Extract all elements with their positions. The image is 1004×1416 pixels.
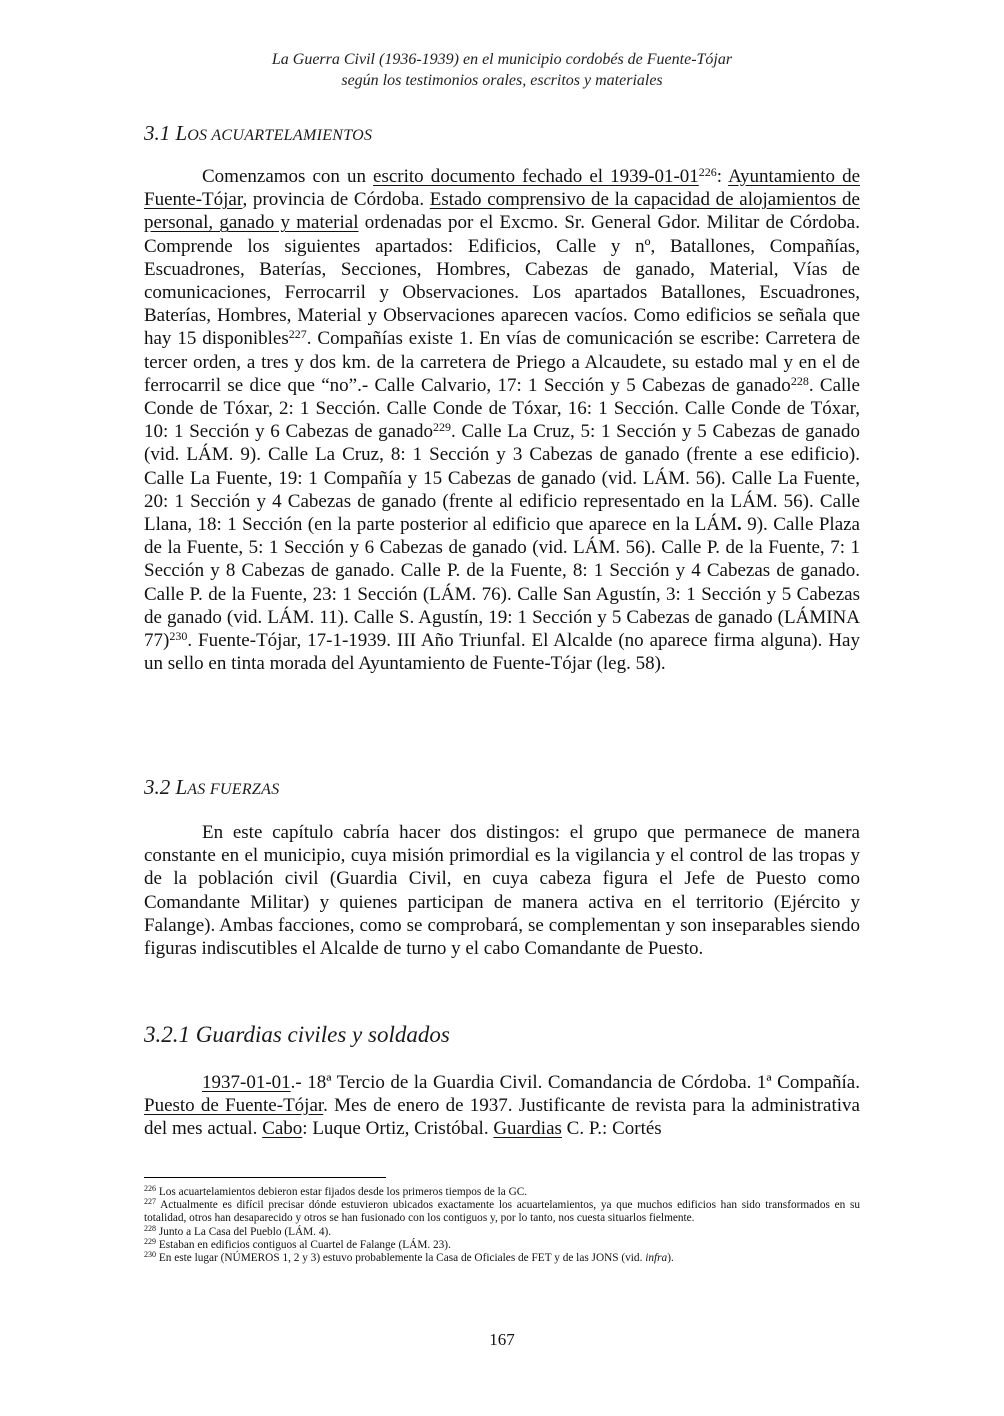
footnote-229: $^{229}$ Estaban en edificios contiguos al Cuartel de Falange (LÁM. 23). xyxy=(144,1236,451,1251)
footnote-divider xyxy=(144,1177,386,1178)
footnote-ref-230: 230 xyxy=(169,629,188,644)
footnote-ref-229: 229 xyxy=(433,420,452,435)
section-heading-3-1: 3.1 LOS ACUARTELAMIENTOS xyxy=(144,121,373,145)
footnote-ref-228: 228 xyxy=(790,373,809,388)
footnote-228: $^{228}$ Junto a La Casa del Pueblo (LÁM. 4). xyxy=(144,1223,332,1238)
footnote-226: $^{226}$ Los acuartelamientos debieron estar fijados desde los primeros tiempos de la GC. xyxy=(144,1184,528,1198)
footnote-230: $^{230}$ En este lugar (NÚMEROS 1, 2 y 3) estuvo probablemente la Casa de Oficiales de FET y de las JONS (vid. infra). xyxy=(144,1250,674,1265)
footnote-ref-226: 226 xyxy=(698,165,717,179)
footnote-227: $^{227}$ Actualmente es difícil precisar dónde estuvieron ubicados exactamente los acuartelamientos, ya que muchos edificios han sido transformados en su totalidad, otros han desaparecido y otros se han fusionado con los contiguos y, por lo tanto, nos cuesta situarlos fielmente. xyxy=(144,1197,860,1225)
paragraph-acuartelamientos: Comenzamos con un escrito documento fechado el $1939-01-01^{226}$: Ayuntamiento de Fuente-Tójar, provincia de Córdoba. Estado comprensivo de la capacidad de alojamientos de personal, ganado y material ordenadas por el Excmo. Sr. General Gdor. Militar de Córdoba. Comprende los siguientes apartados: Edificios, Calle y nº, Batallones, Compañías, Escuadrones, Baterías, Secciones, Hombres, Cabezas de ganado, Material, Vías de comunicaciones, Ferrocarril y Observaciones. Los apartados Batallones, Escuadrones, Baterías, Hombres, Material y Observaciones aparecen vacíos. Como edificios se señala que hay 15 disponibles$^{227}$. Compañías existe 1. En vías de comunicación se escribe: Carretera de tercer orden, a tres y dos km. de la carretera de Priego a Alcaudete, su estado mal y en el de ferrocarril se dice que “no”.- Calle Calvario, 17: 1 Sección y 5 Cabezas de ganado$^{228}$. Calle Conde de Tóxar, 2: 1 Sección. Calle Conde de Tóxar, 16: 1 Sección. Calle Conde de Tóxar, 10: 1 Sección y 6 Cabezas de ganado$^{229}$. Calle La Cruz, 5: 1 Sección y 5 Cabezas de ganado (vid. LÁM. 9). Calle La Cruz, 8: 1 Sección y 3 Cabezas de ganado (frente a ese edificio). Calle La Fuente, 19: 1 Compañía y 15 Cabezas de ganado (vid. LÁM. 56). Calle La Fuente, 20: 1 Sección y 4 Cabezas de ganado (frente al edificio representado en la LÁM. 56). Calle Llana, 18: 1 Sección (en la parte posterior al edificio que aparece en la LÁM. 9). Calle Plaza de la Fuente, 5: 1 Sección y 6 Cabezas de ganado (vid. LÁM. 56). Calle P. de la Fuente, 7: 1 Sección y 8 Cabezas de ganado. Calle P. de la Fuente, 8: 1 Sección y 4 Cabezas de ganado. Calle P. de la Fuente, 23: 1 Sección (LÁM. 76). Calle San Agustín, 3: 1 Sección y 5 Cabezas de ganado (vid. LÁM. 11). Calle S. Agustín, 19: 1 Sección y 5 Cabezas de ganado (LÁMINA 77)$^{230}$. Fuente-Tójar, 17-1-1939. III Año Triunfal. El Alcalde (no aparece firma alguna). Hay un sello en tinta morada del Ayuntamiento de Fuente-Tójar (leg. 58). xyxy=(144,165,861,675)
header-line-1: La Guerra Civil (1936-1939) en el municipio cordobés de Fuente-Tójar xyxy=(271,51,733,68)
section-heading-3-2: 3.2 LAS FUERZAS xyxy=(144,775,280,799)
paragraph-guardias: 1937-01-01.- 18ª Tercio de la Guardia Civil. Comandancia de Córdoba. 1ª Compañía. Puesto de Fuente-Tójar. Mes de enero de 1937. Justificante de revista para la administrativa del mes actual. Cabo: Luque Ortiz, Cristóbal. Guardias C. P.: Cortés xyxy=(144,1072,860,1140)
page-number: 167 xyxy=(489,1330,515,1349)
section-heading-3-2-1: 3.2.1 Guardias civiles y soldados xyxy=(144,1022,450,1047)
footnotes xyxy=(144,1186,860,1265)
paragraph-fuerzas: En este capítulo cabría hacer dos distingos: el grupo que permanece de manera constante en el municipio, cuya misión primordial es la vigilancia y el control de las tropas y de la población civil (Guardia Civil, en cuya cabeza figura el Jefe de Puesto como Comandante Militar) y quienes participan de manera activa en el territorio (Ejército y Falange). Ambas facciones, como se comprobará, se complementan y son inseparables siendo figuras indiscutibles el Alcalde de turno y el cabo Comandante de Puesto. xyxy=(144,822,860,960)
footnote-ref-227: 227 xyxy=(288,327,307,342)
header-line-2: según los testimonios orales, escritos y materiales xyxy=(341,72,663,89)
